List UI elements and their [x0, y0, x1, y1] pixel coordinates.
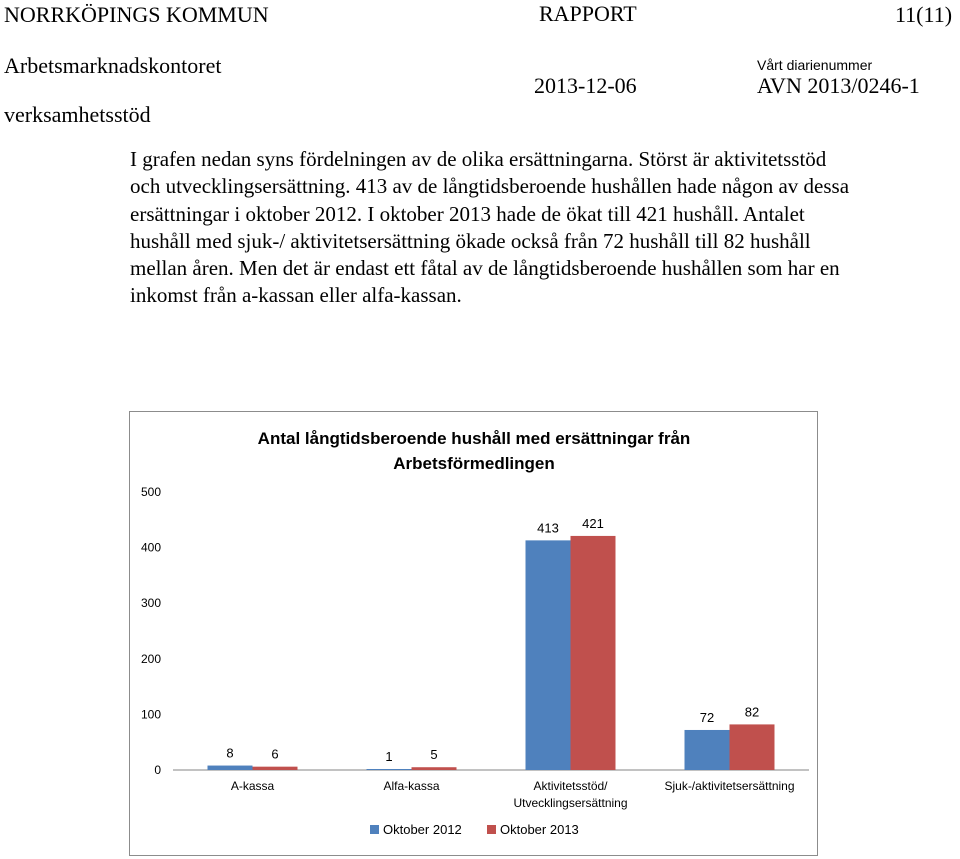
data-label: 82	[744, 704, 760, 720]
unit-name: verksamhetsstöd	[4, 102, 151, 127]
y-tick-label: 400	[140, 540, 161, 555]
x-category-label: Aktivitetsstöd/	[533, 779, 608, 793]
y-tick-label: 200	[140, 651, 161, 666]
bar-oktober-2013	[730, 724, 775, 770]
bar-oktober-2013	[571, 536, 616, 770]
diary-number: AVN 2013/0246-1	[757, 73, 920, 98]
report-date: 2013-12-06	[534, 73, 637, 98]
chart	[129, 411, 818, 856]
bar-oktober-2013	[412, 767, 457, 770]
data-label: 421	[582, 515, 604, 531]
data-label: 413	[537, 520, 559, 536]
data-label: 72	[699, 709, 715, 725]
x-category-label: Utvecklingsersättning	[513, 796, 628, 810]
bar-oktober-2012	[208, 766, 253, 770]
org-name: NORRKÖPINGS KOMMUN	[4, 2, 269, 27]
chart-title-line1: Antal långtidsberoende hushåll med ersättningar från	[257, 429, 691, 448]
bar-oktober-2012	[526, 540, 571, 770]
chart-canvas	[130, 412, 819, 857]
data-label: 6	[271, 746, 279, 762]
data-label: 1	[385, 749, 393, 764]
office-name: Arbetsmarknadskontoret	[4, 53, 222, 78]
doc-type: RAPPORT	[539, 1, 637, 26]
y-tick-label: 100	[140, 707, 161, 722]
y-tick-label: 300	[140, 596, 161, 611]
data-label: 5	[430, 747, 438, 763]
y-tick-label: 0	[154, 763, 161, 777]
bar-oktober-2013	[253, 767, 298, 770]
chart-title-line2: Arbetsförmedlingen	[393, 454, 555, 473]
x-category-label: Alfa-kassa	[383, 779, 440, 793]
bar-oktober-2012	[367, 769, 412, 770]
legend-swatch	[370, 825, 379, 834]
x-category-label: A-kassa	[230, 779, 275, 793]
legend-label: Oktober 2012	[383, 822, 462, 837]
legend-swatch	[487, 825, 496, 834]
body-paragraph: I grafen nedan syns fördelningen av de olika ersättningarna. Störst är aktivitetsstöd och utvecklingsersättning. 413 av de långtidsberoende hushållen hade någon av dessa ersättningar i oktober 2012. I oktober 2013 hade de ökat till 421 hushåll. Antalet hushåll med sjuk-/ aktivitetsersättning ökade också från 72 hushåll till 82 hushåll mellan åren. Men det är endast ett fåtal av de långtidsberoende hushållen som har en inkomst från a-kassan eller alfa-kassan.	[130, 147, 850, 308]
diary-label: Vårt diarienummer	[757, 57, 873, 73]
y-tick-label: 500	[140, 485, 161, 499]
legend-label: Oktober 2013	[500, 822, 579, 837]
x-category-label: Sjuk-/aktivitetsersättning	[664, 779, 795, 793]
bar-oktober-2012	[685, 730, 730, 770]
page-number: 11(11)	[895, 2, 953, 27]
data-label: 8	[226, 745, 234, 761]
